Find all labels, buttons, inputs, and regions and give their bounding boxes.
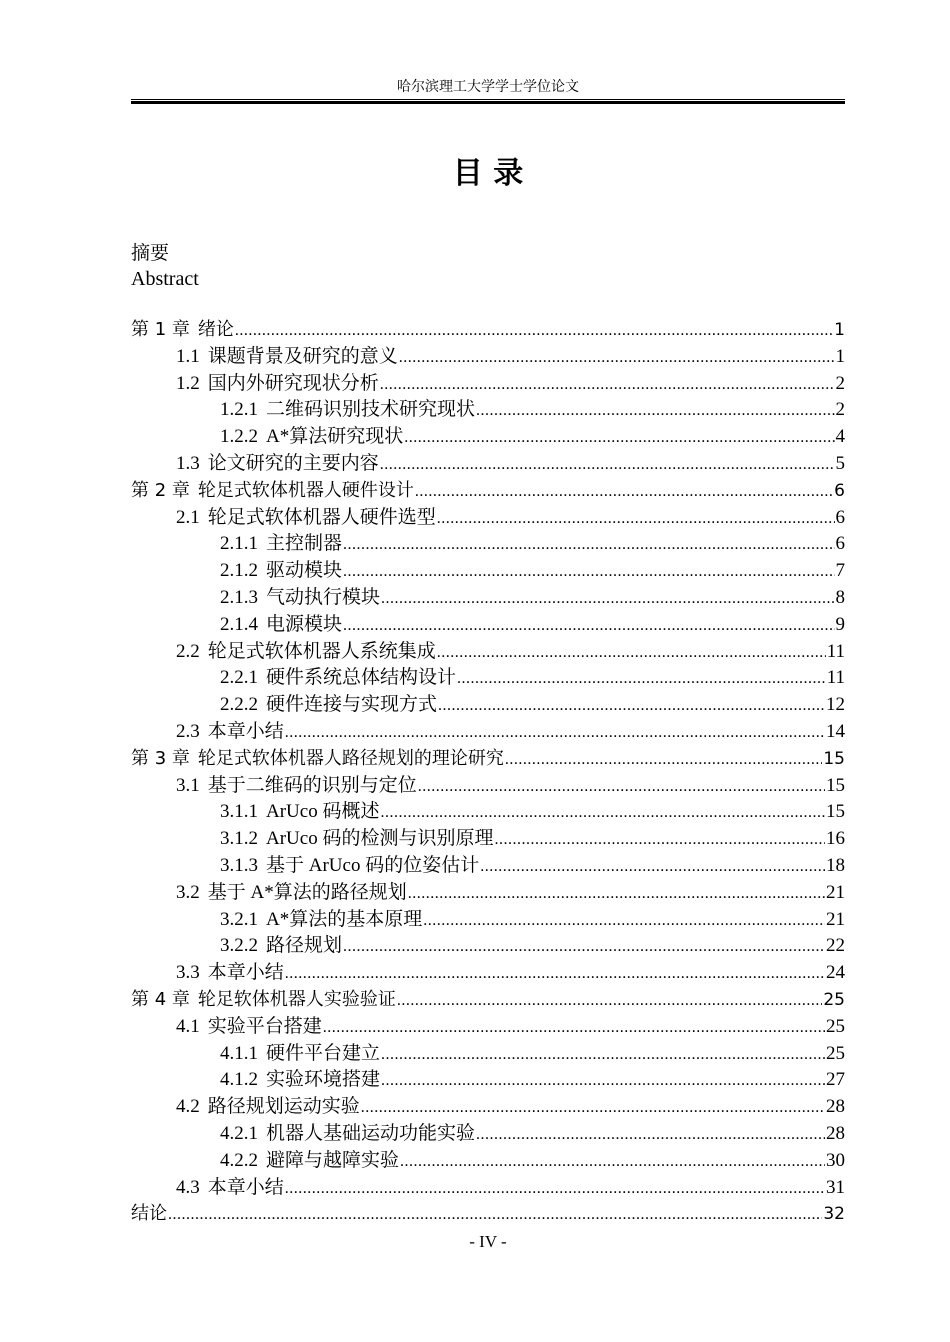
toc-dot-leader [285,1176,825,1203]
toc-entry[interactable] [131,960,845,987]
toc-entry[interactable] [131,451,845,478]
toc-entry-page: 6 [835,533,845,555]
toc-entry-page: 12 [826,694,845,716]
toc-entry-page: 8 [835,586,845,608]
toc-entry-title: 硬件系统总体结构设计 [266,667,457,689]
toc-dot-leader [437,506,835,533]
toc-entry-title: 轮足式软体机器人硬件选型 [207,506,436,528]
toc-entry-page: 30 [826,1149,845,1171]
toc-entry-title: 轮足式软体机器人路径规划的理论研究 [197,747,504,769]
toc-entry-page: 15 [826,801,845,823]
toc-entry-title: 二维码识别技术研究现状 [266,399,476,421]
toc-entry[interactable] [131,1041,845,1068]
toc-entry-number: 第 3 章 [131,747,190,769]
toc-entry[interactable] [131,746,845,773]
toc-entry-title: 驱动模块 [266,560,343,582]
header-rule-thick [131,101,845,104]
front-matter-abstract-cn: 摘要 [131,242,170,264]
toc-entry-page: 22 [826,935,845,957]
toc-title: 目 录 [452,156,524,191]
toc-entry-page: 25 [826,1042,845,1064]
toc-entry-page: 6 [835,506,845,528]
toc-entry-title: 路径规划 [266,935,343,957]
toc-entry-number: 3.2.2 [220,935,258,957]
toc-entry-title: ArUco 码概述 [266,801,380,823]
toc-dot-leader [415,479,833,506]
toc-entry-number: 4.2 [176,1096,200,1118]
toc-entry-page: 24 [826,962,845,984]
toc-entry-number: 2.1.3 [220,586,258,608]
toc-entry-page: 15 [823,748,845,769]
toc-entry-title: 机器人基础运动功能实验 [266,1122,476,1144]
toc-dot-leader [400,1149,825,1176]
toc-entry-title: 本章小结 [207,720,284,742]
toc-entry-title: 实验平台搭建 [207,1015,322,1037]
toc-dot-leader [408,881,825,908]
toc-entry-page: 2 [835,399,845,421]
toc-dot-leader [285,720,825,747]
toc-entry-title: 轮足软体机器人实验验证 [197,988,396,1010]
toc-dot-leader [476,398,834,425]
toc-entry-page: 15 [826,774,845,796]
toc-entry-page: 27 [826,1069,845,1091]
toc-entry[interactable] [131,585,845,612]
toc-entry[interactable] [131,505,845,532]
toc-dot-leader [343,613,834,640]
header-rule-thin [131,99,845,100]
toc-entry[interactable] [131,612,845,639]
toc-entry[interactable] [131,478,845,505]
toc-entry-number: 3.2 [176,881,200,903]
toc-dot-leader [343,559,834,586]
toc-dot-leader [343,934,825,961]
toc-entry[interactable] [131,665,845,692]
toc-entry[interactable] [131,317,845,344]
toc-entry-number: 3.1.1 [220,801,258,823]
toc-entry-page: 14 [826,720,845,742]
toc-entry-page: 28 [826,1096,845,1118]
toc-entry-page: 21 [826,881,845,903]
toc-entry[interactable] [131,1148,845,1175]
toc-entry-number: 4.3 [176,1176,200,1198]
toc-dot-leader [476,1122,825,1149]
toc-entry[interactable] [131,773,845,800]
toc-entry-number: 第 1 章 [131,319,190,340]
toc-dot-leader [381,586,834,613]
toc-dot-leader [404,425,834,452]
toc-entry-number: 2.2.2 [220,694,258,716]
toc-entry-title: 国内外研究现状分析 [207,372,379,394]
table-of-contents [131,317,845,1228]
toc-dot-leader [285,961,825,988]
toc-dot-leader [380,372,835,399]
toc-entry-title: 轮足式软体机器人硬件设计 [197,479,414,501]
toc-dot-leader [480,854,825,881]
toc-entry[interactable] [131,1094,845,1121]
toc-dot-leader [437,640,826,667]
toc-entry-title: 基于二维码的识别与定位 [207,774,417,796]
toc-entry-number: 3.3 [176,962,200,984]
toc-entry[interactable] [131,1201,845,1228]
toc-dot-leader [494,827,825,854]
toc-entry[interactable] [131,639,845,666]
toc-entry[interactable] [131,424,845,451]
toc-dot-leader [323,1015,825,1042]
toc-entry[interactable] [131,558,845,585]
toc-entry-title: 本章小结 [207,962,284,984]
toc-entry-number: 1.2 [176,372,200,394]
toc-entry-number: 4.1.1 [220,1042,258,1064]
toc-entry-title: 课题背景及研究的意义 [207,345,398,367]
toc-entry-title: 硬件连接与实现方式 [266,694,438,716]
toc-entry-number: 2.1.4 [220,613,258,635]
toc-entry-page: 28 [826,1122,845,1144]
toc-entry[interactable] [131,344,845,371]
toc-entry-page: 4 [835,426,845,448]
toc-dot-leader [457,666,826,693]
page-number-footer: - IV - [469,1232,507,1251]
toc-entry-number: 4.2.1 [220,1122,258,1144]
toc-entry[interactable] [131,907,845,934]
toc-entry-number: 1.2.2 [220,426,258,448]
toc-dot-leader [423,908,825,935]
toc-entry-number: 3.1 [176,774,200,796]
toc-entry-title: 结论 [131,1203,167,1225]
toc-dot-leader [418,774,825,801]
toc-entry-title: 基于 ArUco 码的位姿估计 [266,854,480,876]
toc-entry[interactable] [131,799,845,826]
toc-entry-number: 3.2.1 [220,908,258,930]
toc-entry-page: 32 [823,1204,845,1225]
toc-entry[interactable] [131,826,845,853]
toc-entry-page: 2 [835,372,845,394]
toc-entry-title: 气动执行模块 [266,586,381,608]
toc-entry[interactable] [131,1014,845,1041]
toc-entry[interactable] [131,987,845,1014]
toc-entry-title: 本章小结 [207,1176,284,1198]
toc-entry-page: 5 [835,452,845,474]
toc-entry-page: 6 [834,480,845,501]
toc-dot-leader [505,747,822,774]
toc-entry[interactable] [131,719,845,746]
toc-entry-title: ArUco 码的检测与识别原理 [266,828,494,850]
toc-dot-leader [235,318,833,345]
toc-entry-title: 主控制器 [266,533,343,555]
toc-dot-leader [381,1042,825,1069]
toc-entry-page: 1 [834,320,845,340]
toc-entry[interactable] [131,692,845,719]
toc-entry-title: 绪论 [197,319,234,340]
toc-entry-title: 硬件平台建立 [266,1042,381,1064]
toc-entry-number: 2.2 [176,640,200,662]
toc-entry-number: 4.2.2 [220,1149,258,1171]
toc-entry-title: 论文研究的主要内容 [207,452,379,474]
toc-entry[interactable] [131,371,845,398]
toc-entry-page: 25 [823,989,845,1010]
running-header: 哈尔滨理工大学学士学位论文 [397,79,579,95]
toc-dot-leader [361,1095,825,1122]
toc-entry-title: 轮足式软体机器人系统集成 [207,640,436,662]
toc-entry-page: 11 [826,640,845,662]
toc-dot-leader [343,532,834,559]
toc-entry-page: 31 [826,1176,845,1198]
toc-entry-number: 第 4 章 [131,988,190,1010]
toc-entry-page: 11 [826,667,845,689]
toc-entry-title: 实验环境搭建 [266,1069,381,1091]
toc-entry-number: 2.3 [176,720,200,742]
toc-entry-number: 3.1.3 [220,854,258,876]
toc-entry[interactable] [131,397,845,424]
toc-dot-leader [168,1202,822,1229]
toc-entry-page: 16 [826,828,845,850]
toc-entry-number: 2.1.2 [220,560,258,582]
front-matter-abstract-en: Abstract [131,268,199,290]
toc-entry-page: 25 [826,1015,845,1037]
toc-entry-number: 4.1 [176,1015,200,1037]
toc-entry-number: 1.1 [176,345,200,367]
toc-dot-leader [380,800,825,827]
toc-entry-title: 路径规划运动实验 [207,1096,360,1118]
toc-entry[interactable] [131,1121,845,1148]
toc-entry-number: 2.2.1 [220,667,258,689]
toc-entry-number: 第 2 章 [131,479,190,501]
toc-entry-title: 基于 A*算法的路径规划 [207,881,407,903]
toc-entry-title: A*算法研究现状 [266,426,404,448]
toc-entry-page: 7 [835,560,845,582]
toc-entry-number: 2.1 [176,506,200,528]
toc-entry-number: 2.1.1 [220,533,258,555]
toc-dot-leader [380,452,835,479]
toc-entry-title: 避障与越障实验 [266,1149,400,1171]
toc-entry[interactable] [131,880,845,907]
toc-entry-number: 3.1.2 [220,828,258,850]
toc-entry-page: 18 [826,854,845,876]
toc-dot-leader [399,345,835,372]
toc-entry-number: 4.1.2 [220,1069,258,1091]
toc-entry[interactable] [131,1067,845,1094]
toc-entry-title: 电源模块 [266,613,343,635]
toc-entry[interactable] [131,1175,845,1202]
toc-dot-leader [438,693,825,720]
toc-entry-title: A*算法的基本原理 [266,908,423,930]
toc-entry-page: 1 [835,345,845,367]
toc-dot-leader [381,1068,825,1095]
toc-entry-number: 1.3 [176,452,200,474]
toc-entry-page: 9 [835,613,845,635]
toc-entry[interactable] [131,933,845,960]
toc-entry[interactable] [131,853,845,880]
toc-entry-page: 21 [826,908,845,930]
toc-entry-number: 1.2.1 [220,399,258,421]
toc-entry[interactable] [131,531,845,558]
toc-dot-leader [397,988,822,1015]
